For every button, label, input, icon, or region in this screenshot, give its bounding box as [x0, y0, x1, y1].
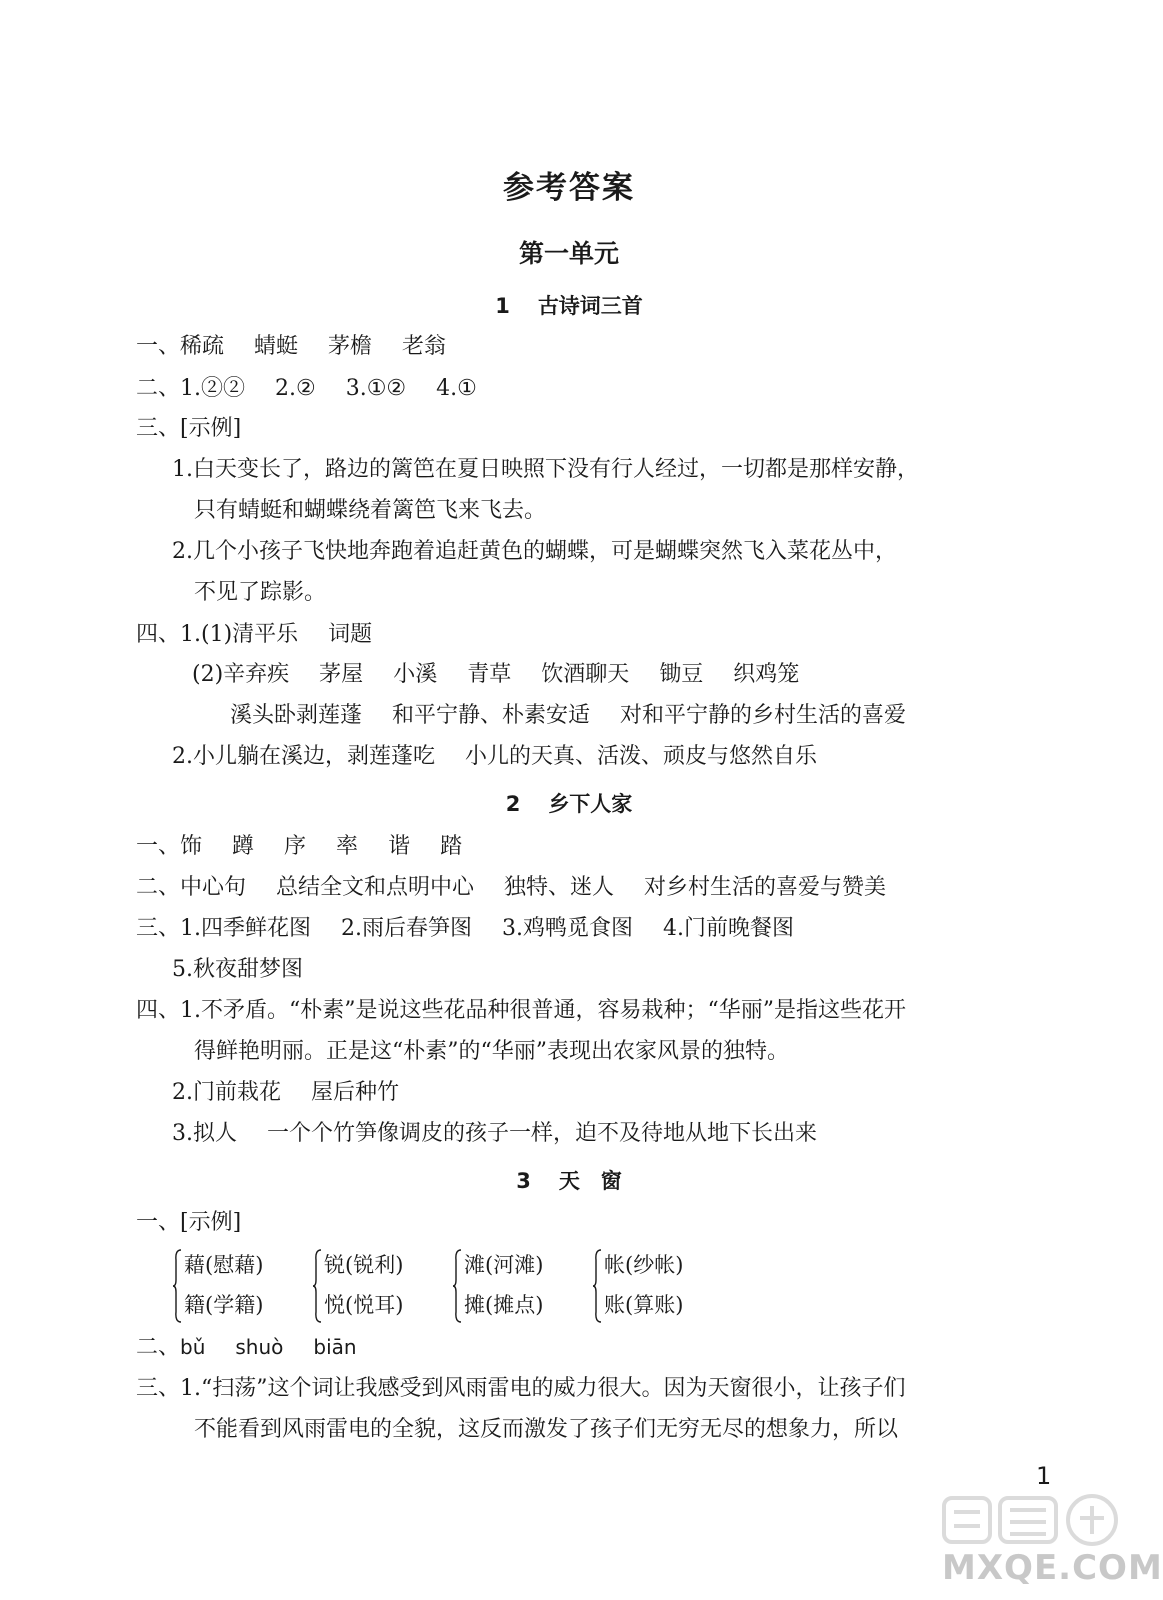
page-number: 1 — [1036, 1462, 1052, 1490]
l2-q2: 二、中心句 总结全文和点明中心 独特、迷人 对乡村生活的喜爱与赞美 — [136, 875, 887, 900]
l1-q3-1b: 只有蜻蜓和蝴蝶绕着篱笆飞来飞去。 — [194, 498, 547, 523]
brace-icon — [592, 1248, 602, 1324]
watermark-logo-icon — [940, 1488, 1130, 1548]
l2-q4d: 3.拟人 一个个竹笋像调皮的孩子一样，迫不及待地从地下长出来 — [172, 1121, 818, 1146]
l2-q3b: 5.秋夜甜梦图 — [172, 957, 303, 982]
watermark — [940, 1488, 1163, 1594]
lesson-1-heading: 1 古诗词三首 — [495, 294, 643, 318]
page-title: 参考答案 — [503, 170, 635, 206]
l3-q1-head: 一、[示例] — [136, 1210, 242, 1235]
l1-q3-2a: 2.几个小孩子飞快地奔跑着追赶黄色的蝴蝶，可是蝴蝶突然飞入菜花丛中， — [172, 539, 897, 564]
l3-q3b: 不能看到风雨雷电的全貌，这反而激发了孩子们无穷无尽的想象力，所以 — [194, 1417, 899, 1442]
l1-q4-1: 四、1.(1)清平乐 词题 — [136, 622, 373, 647]
l1-q4-3: 溪头卧剥莲蓬 和平宁静、朴素安适 对和平宁静的乡村生活的喜爱 — [230, 703, 907, 728]
l1-q3-2b: 不见了踪影。 — [194, 580, 327, 605]
l1-q2: 二、1.②② 2.② 3.①② 4.① — [136, 376, 477, 401]
l1-q3-head: 三、[示例] — [136, 416, 242, 441]
l1-q3-1a: 1.白天变长了，路边的篱笆在夏日映照下没有行人经过，一切都是那样安静， — [172, 457, 919, 482]
l3-q2: 二、bǔ shuò biān — [136, 1335, 357, 1360]
l2-q4b: 得鲜艳明丽。正是这“朴素”的“华丽”表现出农家风景的独特。 — [194, 1039, 789, 1064]
l1-q4-4: 2.小儿躺在溪边，剥莲蓬吃 小儿的天真、活泼、顽皮与悠然自乐 — [172, 744, 818, 769]
l2-q4a: 四、1.不矛盾。“朴素”是说这些花品种很普通，容易栽种；“华丽”是指这些花开 — [136, 998, 906, 1023]
l2-q4c: 2.门前栽花 屋后种竹 — [172, 1080, 400, 1105]
l1-q1: 一、稀疏 蜻蜓 茅檐 老翁 — [136, 334, 447, 359]
brace-icon — [172, 1248, 182, 1324]
brace-icon — [452, 1248, 462, 1324]
brace-icon — [312, 1248, 322, 1324]
l2-q1: 一、饰 蹲 序 率 谐 踏 — [136, 834, 463, 859]
l3-q3a: 三、1.“扫荡”这个词让我感受到风雨雷电的威力很大。因为天窗很小，让孩子们 — [136, 1376, 906, 1401]
answer-page: 参考答案 第一单元 1 古诗词三首 一、稀疏 蜻蜓 茅檐 老翁 二、1.②② 2.② 3.①② 4.① 三、[示例] 1.白天变长了，路边的篱笆在夏日映照下没有行人经过，一切都是那样安静， 只有蜻蜓和蝴蝶绕着篱笆飞来飞去。 2.几个小孩子飞快地奔跑着追赶黄色的蝴蝶，可是蝴蝶突然飞入菜花丛中， 不见了踪影。 四、1.(1)清平乐 词题 (2)辛弃疾 茅屋 小溪 青草 饮酒聊天 锄豆 织鸡笼 溪头卧剥莲蓬 和平宁静、朴素安适 对和平宁静的乡村生活的喜爱 2.小儿躺在溪边，剥莲蓬吃 小儿的天真、活泼、顽皮与悠然自乐 2 乡下人家 一、饰 蹲 序 率 谐 踏 二、中心句 总结全文和点明中心 独特、迷人 对乡村生活的喜爱与赞美 三、1.四季鲜花图 2.雨后春笋图 3.鸡鸭觅食图 4.门前晚餐图 5.秋夜甜梦图 四、1.不矛盾。“朴素”是说这些花品种很普通，容易栽种；“华丽”是指这些花开 得鲜艳明丽。正是这“朴素”的“华丽”表现出农家风景的独特。 2.门前栽花 屋后种竹 3.拟人 一个个竹笋像调皮的孩子一样，迫不及待地从地下长出来 3 天 窗 一、[示例] 藉(慰藉) 籍(学籍) 锐(锐利) 悦(悦耳) 滩(河滩) 摊(摊点) 帐(纱帐) 账(算账) 二、bǔ shuò biān 三、1.“扫荡”这个词让我感受到风雨雷电的威力很大。因为天窗很小，让孩子们 不能看到风雨雷电的全貌，这反而激发了孩子们无穷无尽的想象力，所以 1 MXQE.COM — [0, 0, 1138, 1600]
lesson-3-heading: 3 天 窗 — [516, 1169, 622, 1193]
l2-q3: 三、1.四季鲜花图 2.雨后春笋图 3.鸡鸭觅食图 4.门前晚餐图 — [136, 916, 794, 941]
l1-q4-2: (2)辛弃疾 茅屋 小溪 青草 饮酒聊天 锄豆 织鸡笼 — [192, 662, 800, 687]
watermark-text: MXQE.COM — [942, 1548, 1163, 1588]
lesson-2-heading: 2 乡下人家 — [505, 792, 633, 816]
unit-title: 第一单元 — [518, 239, 619, 268]
